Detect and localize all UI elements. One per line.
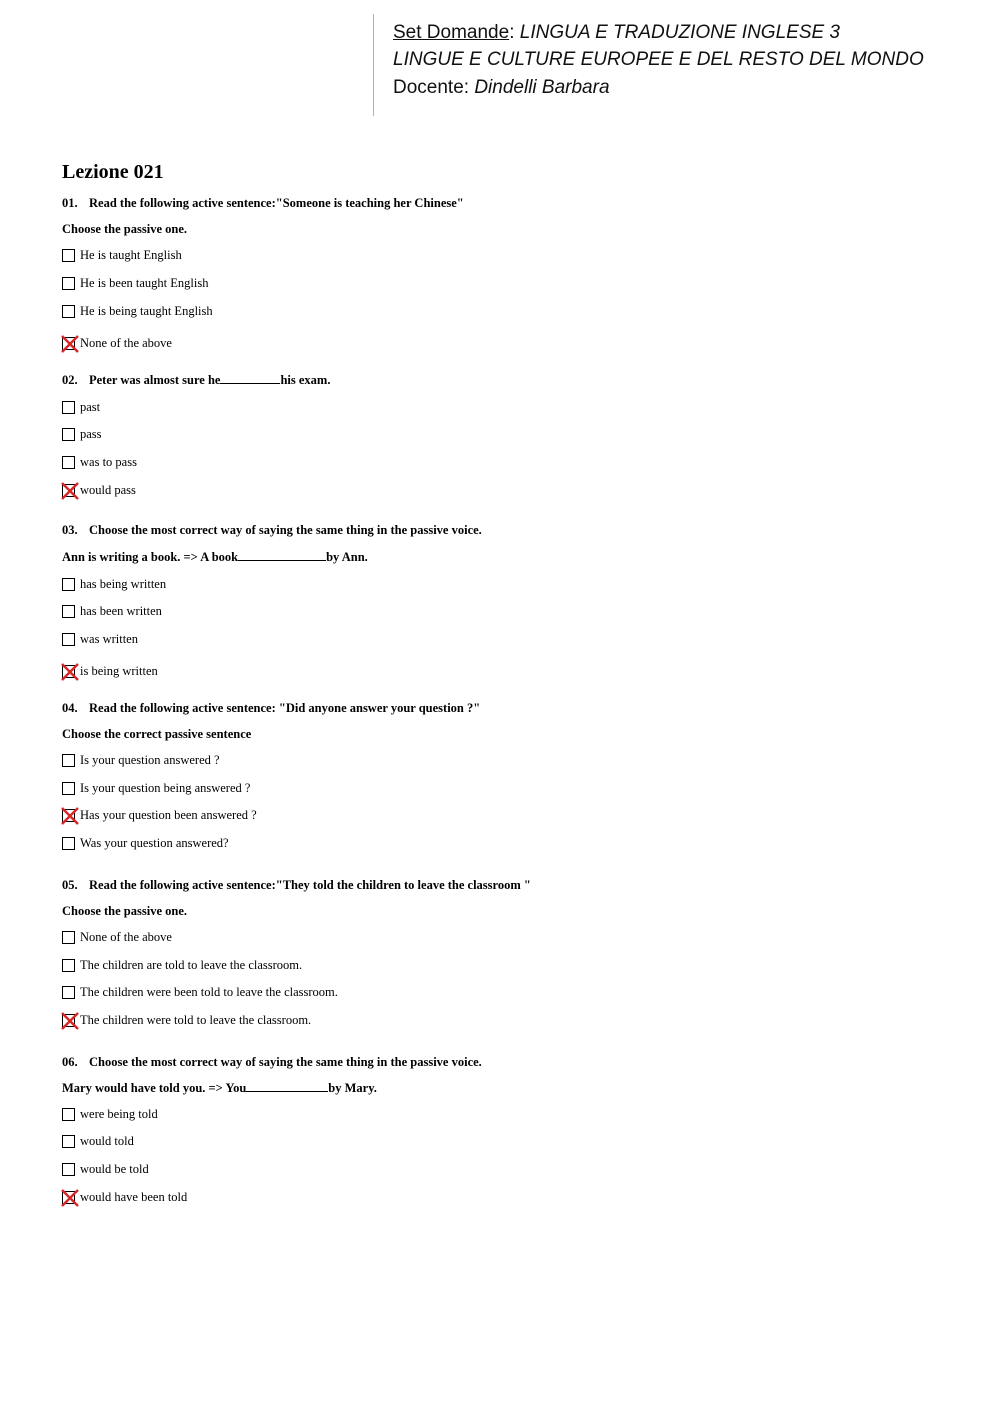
- checkbox[interactable]: [62, 1163, 75, 1176]
- option-label: has being written: [80, 577, 167, 591]
- question-stem-before: Peter was almost sure he: [89, 373, 221, 387]
- q5-option-4[interactable]: [62, 1013, 311, 1028]
- q3-option-3[interactable]: [62, 632, 138, 647]
- question-number: 05.: [62, 878, 78, 892]
- q5-option-1[interactable]: [62, 930, 172, 945]
- question-04-text: [62, 701, 480, 716]
- q1-option-2[interactable]: [62, 276, 208, 291]
- red-x-check-icon: [60, 806, 80, 826]
- set-label: Set Domande: [393, 22, 510, 43]
- question-stem: Read the following active sentence:"Someone is teaching her Chinese": [89, 196, 464, 210]
- checkbox[interactable]: [62, 1135, 75, 1148]
- option-label: were being told: [80, 1107, 158, 1121]
- q4-option-3[interactable]: [62, 808, 257, 823]
- header-course-line: Set Domande: LINGUA E TRADUZIONE INGLESE 3: [393, 22, 841, 43]
- question-stem: Read the following active sentence: "Did anyone answer your question ?": [89, 701, 481, 715]
- option-label: Was your question answered?: [80, 836, 229, 850]
- option-label: has been written: [80, 604, 162, 618]
- question-number: 02.: [62, 373, 78, 387]
- header-program-line: [393, 49, 924, 71]
- q6-option-3[interactable]: [62, 1162, 149, 1177]
- question-number: 03.: [62, 523, 78, 537]
- checkbox[interactable]: [62, 782, 75, 795]
- question-03-prompt: [62, 550, 368, 565]
- course-title: LINGUA E TRADUZIONE INGLESE 3: [519, 22, 841, 43]
- checkbox[interactable]: [62, 633, 75, 646]
- q2-option-1[interactable]: [62, 400, 100, 415]
- red-x-check-icon: [60, 662, 80, 682]
- question-06-text: [62, 1055, 482, 1070]
- header-divider: [373, 14, 374, 116]
- question-06-prompt: [62, 1081, 377, 1096]
- answer-blank: [246, 1081, 328, 1092]
- teacher-name: Dindelli Barbara: [474, 77, 610, 98]
- answer-blank: [238, 550, 326, 561]
- checkbox[interactable]: [62, 837, 75, 850]
- checkbox[interactable]: [62, 277, 75, 290]
- option-label: was to pass: [80, 455, 137, 469]
- checkbox[interactable]: [62, 456, 75, 469]
- checkbox[interactable]: [62, 578, 75, 591]
- checkbox[interactable]: [62, 605, 75, 618]
- q2-option-2[interactable]: [62, 427, 102, 442]
- option-label: was written: [80, 632, 138, 646]
- option-label: pass: [80, 427, 102, 441]
- prompt-after: by Ann.: [326, 550, 368, 564]
- question-02-text: [62, 373, 330, 388]
- question-05-text: [62, 878, 531, 893]
- checkbox[interactable]: [62, 931, 75, 944]
- question-number: 04.: [62, 701, 78, 715]
- q2-option-4[interactable]: [62, 483, 136, 498]
- question-03-text: [62, 523, 482, 538]
- checkbox[interactable]: [62, 754, 75, 767]
- checkbox-checked[interactable]: [62, 809, 75, 822]
- header-teacher-line: [393, 77, 610, 99]
- checkbox-checked[interactable]: [62, 1191, 75, 1204]
- option-label: The children are told to leave the classroom.: [80, 958, 303, 972]
- q5-option-3[interactable]: [62, 985, 338, 1000]
- checkbox-checked[interactable]: [62, 665, 75, 678]
- prompt-before: Mary would have told you. => You: [62, 1081, 247, 1095]
- question-number: 01.: [62, 196, 78, 210]
- question-01-text: [62, 196, 464, 211]
- option-label: He is taught English: [80, 248, 182, 262]
- checkbox[interactable]: [62, 305, 75, 318]
- answer-blank: [220, 373, 280, 384]
- prompt-after: by Mary.: [328, 1081, 377, 1095]
- q4-option-1[interactable]: [62, 753, 220, 768]
- q2-option-3[interactable]: [62, 455, 137, 470]
- q5-option-2[interactable]: [62, 958, 302, 973]
- q4-option-2[interactable]: [62, 781, 250, 796]
- option-label: would be told: [80, 1162, 149, 1176]
- question-stem: Read the following active sentence:"They told the children to leave the classroom ": [89, 878, 531, 892]
- prompt-before: Ann is writing a book. => A book: [62, 550, 239, 564]
- option-label: He is been taught English: [80, 276, 209, 290]
- q1-option-3[interactable]: [62, 304, 213, 319]
- q3-option-1[interactable]: [62, 577, 166, 592]
- q3-option-2[interactable]: [62, 604, 162, 619]
- checkbox-checked[interactable]: [62, 484, 75, 497]
- question-stem: Choose the most correct way of saying the same thing in the passive voice.: [89, 1055, 482, 1069]
- option-label: would have been told: [80, 1190, 188, 1204]
- q1-option-4[interactable]: [62, 336, 172, 351]
- red-x-check-icon: [60, 481, 80, 501]
- checkbox[interactable]: [62, 249, 75, 262]
- question-05-prompt: Choose the passive one.: [62, 904, 188, 918]
- checkbox[interactable]: [62, 1108, 75, 1121]
- checkbox-checked[interactable]: [62, 1014, 75, 1027]
- checkbox-checked[interactable]: [62, 337, 75, 350]
- option-label: None of the above: [80, 930, 172, 944]
- option-label: He is being taught English: [80, 304, 213, 318]
- option-label: is being written: [80, 664, 158, 678]
- q6-option-4[interactable]: [62, 1190, 187, 1205]
- option-label: The children were told to leave the classroom.: [80, 1013, 312, 1027]
- red-x-check-icon: [60, 1011, 80, 1031]
- option-label: None of the above: [80, 336, 172, 350]
- question-01-prompt: Choose the passive one.: [62, 222, 188, 236]
- option-label: The children were been told to leave the classroom.: [80, 985, 338, 999]
- checkbox[interactable]: [62, 428, 75, 441]
- question-04-prompt: Choose the correct passive sentence: [62, 727, 252, 741]
- question-stem-after: his exam.: [280, 373, 331, 387]
- option-label: Has your question been answered ?: [80, 808, 257, 822]
- checkbox[interactable]: [62, 959, 75, 972]
- q4-option-4[interactable]: [62, 836, 229, 851]
- checkbox[interactable]: [62, 986, 75, 999]
- lesson-title: Lezione 021: [62, 161, 164, 183]
- question-stem: Choose the most correct way of saying the same thing in the passive voice.: [89, 523, 482, 537]
- q3-option-4[interactable]: [62, 664, 158, 679]
- q1-option-1[interactable]: [62, 248, 182, 263]
- red-x-check-icon: [60, 1188, 80, 1208]
- option-label: would told: [80, 1134, 134, 1148]
- teacher-label: Docente:: [393, 77, 470, 98]
- option-label: past: [80, 400, 101, 414]
- program-name: LINGUE E CULTURE EUROPEE E DEL RESTO DEL MONDO: [393, 49, 924, 70]
- option-label: Is your question answered ?: [80, 753, 220, 767]
- q6-option-2[interactable]: [62, 1134, 134, 1149]
- option-label: would pass: [80, 483, 136, 497]
- option-label: Is your question being answered ?: [80, 781, 251, 795]
- red-x-check-icon: [60, 334, 80, 354]
- question-number: 06.: [62, 1055, 78, 1069]
- checkbox[interactable]: [62, 401, 75, 414]
- q6-option-1[interactable]: [62, 1107, 158, 1122]
